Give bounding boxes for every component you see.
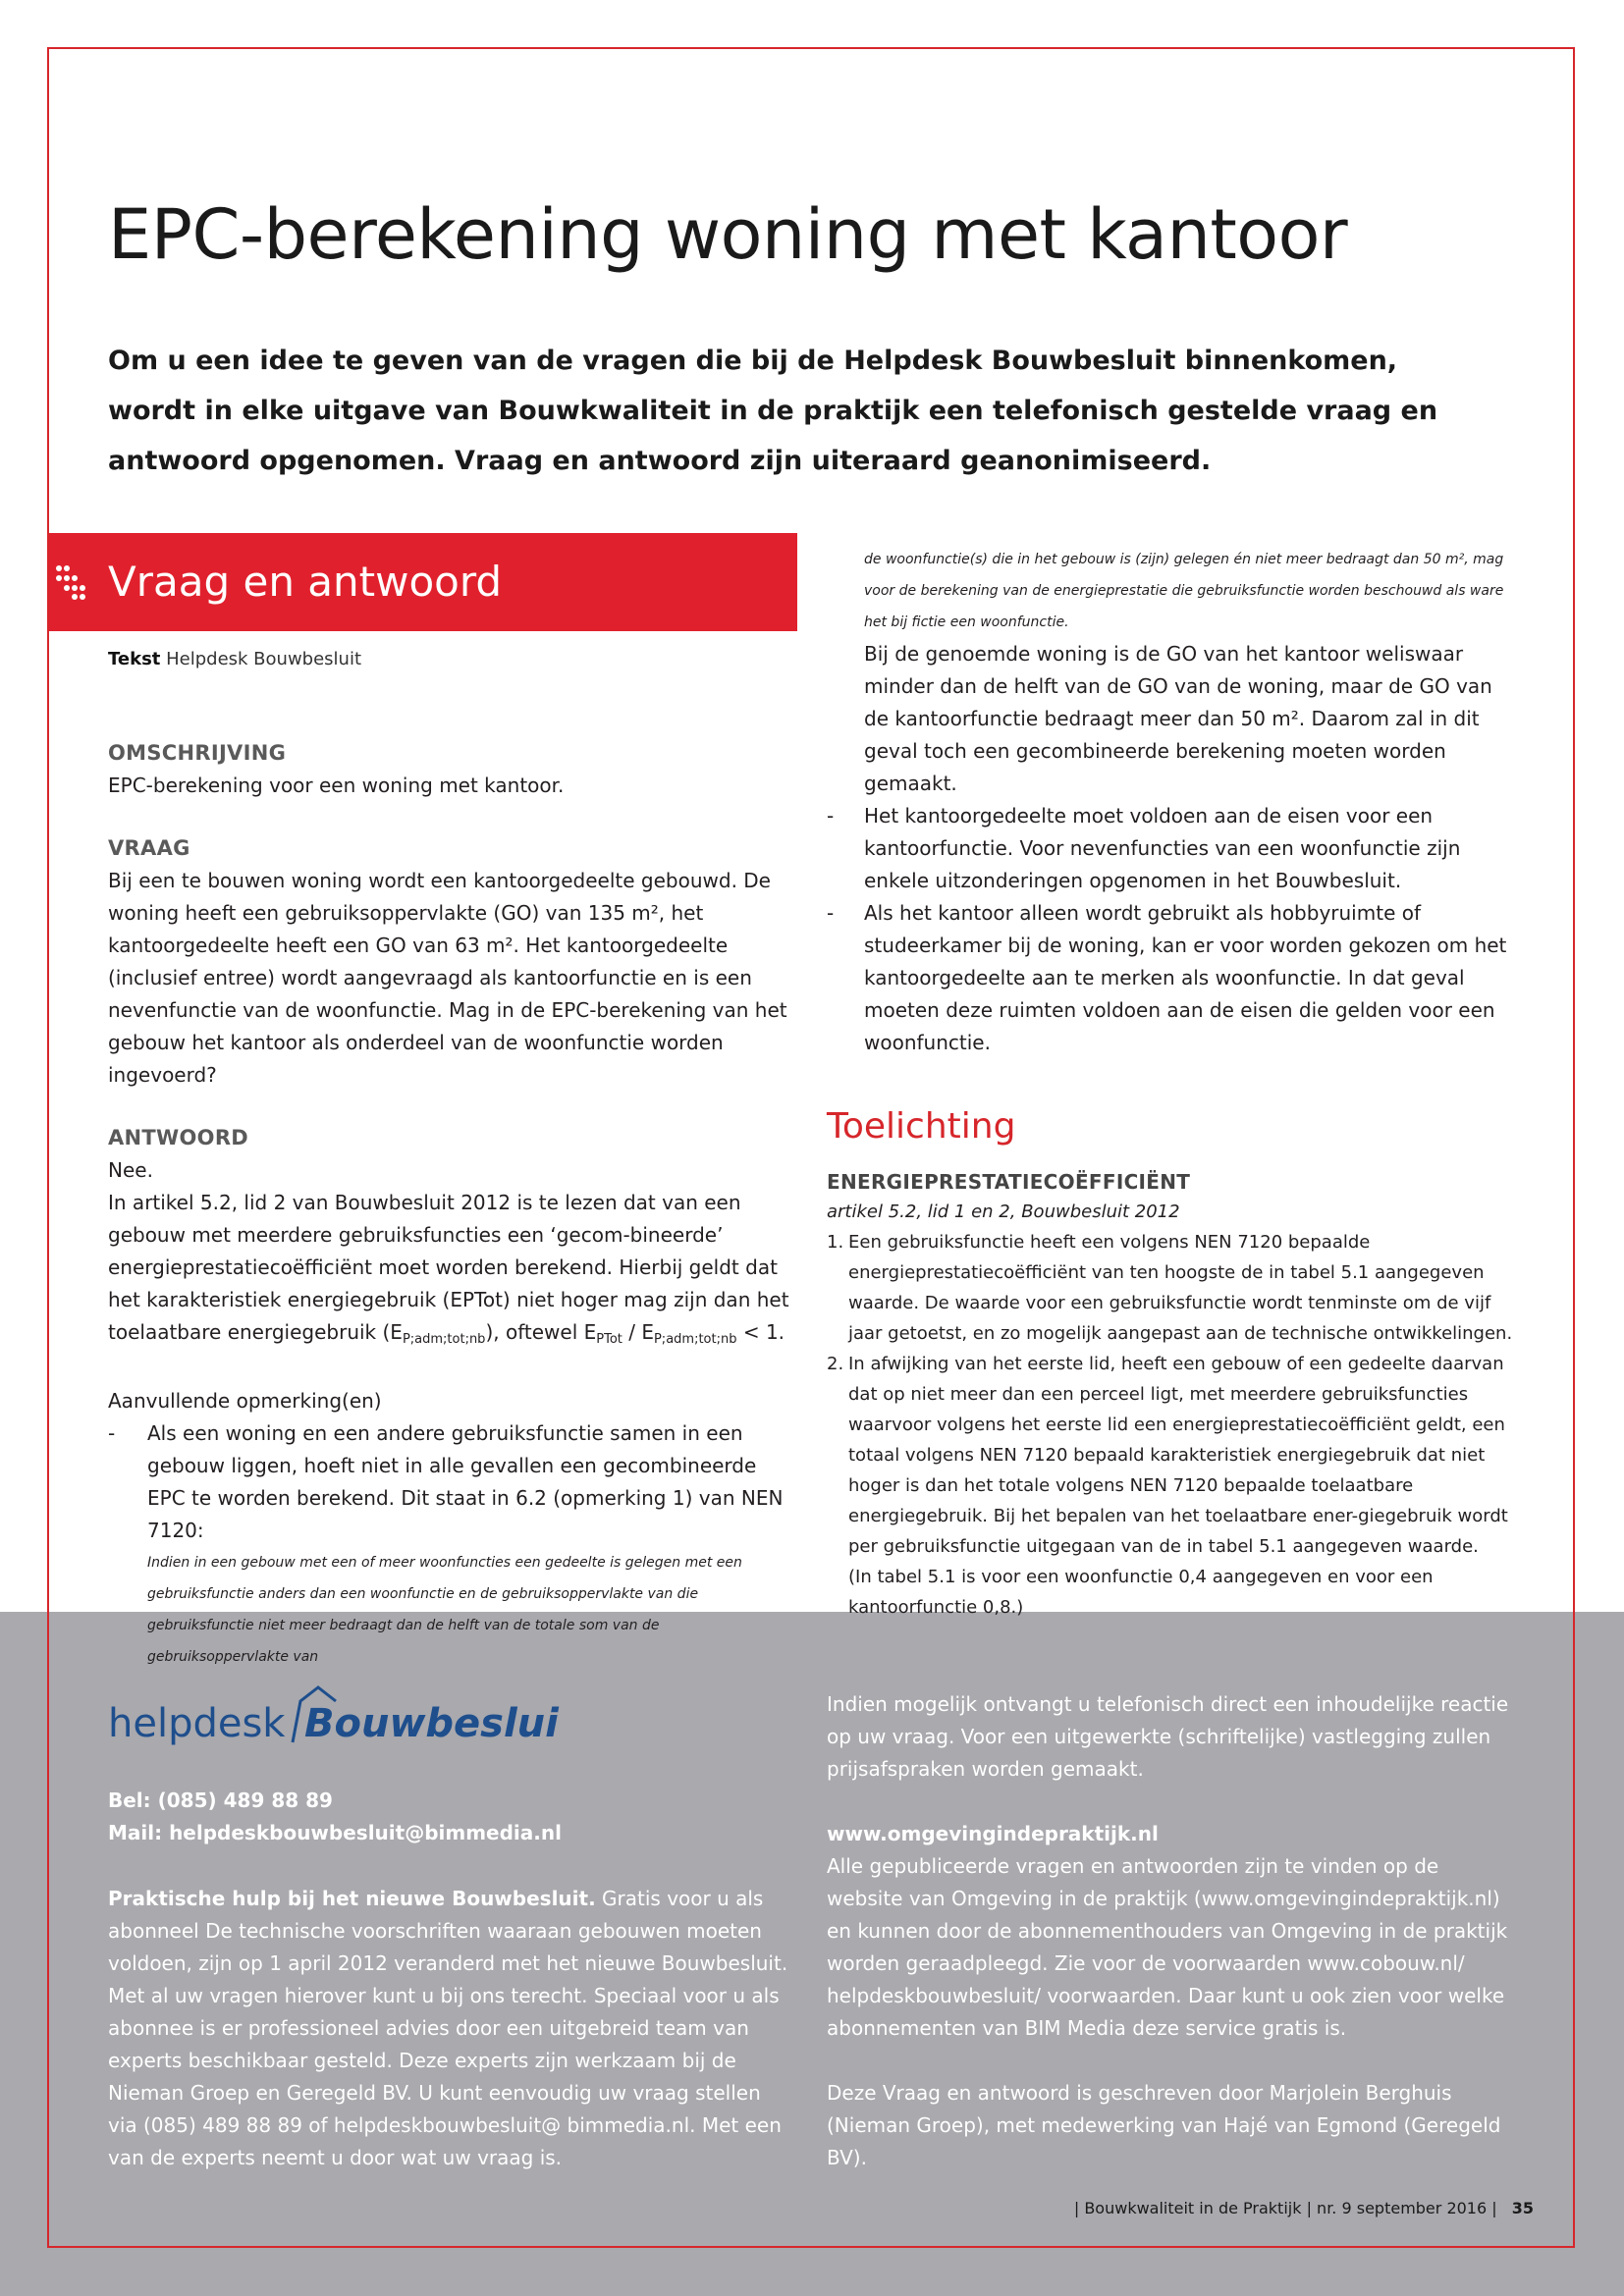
antwoord-short: Nee. [108,1158,153,1182]
article-ref: artikel 5.2, lid 1 en 2, Bouwbesluit 2012 [827,1201,1180,1222]
helpdesk-lead: Praktische hulp bij het nieuwe Bouwbesluit. [108,1887,596,1910]
toelichting-heading: Toelichting [827,1106,1016,1147]
bullet-item: - Als het kantoor alleen wordt gebruikt als hobbyruimte of studeerkamer bij de woning, kan er voor worden gekozen om het kantoorgedeelte aan te merken als woonfunctie. In dat geval moeten deze ruimten voldoen aan de eisen die gelden voor een woonfunctie. [827,901,1507,1054]
info-paragraph-1: Indien mogelijk ontvangt u telefonisch direct een inhoudelijke reactie op uw vraag. Voor een uitgewerkte (schriftelijke) vastlegging zullen prijsafspraken worden gemaakt. [827,1692,1509,1781]
bullet3-text: Als het kantoor alleen wordt gebruikt als hobbyruimte of studeerkamer bij de woning, kan er voor worden gekozen om het kantoorgedeelte aan te merken als woonfunctie. In dat geval moeten deze ruimten voldoen aan de eisen die gelden voor een woonfunctie. [864,901,1507,1054]
list-item: 2. In afwijking van het eerste lid, heeft een gebouw of een gedeelte daarvan dat op niet meer dan een perceel ligt, met meerdere gebruiksfuncties waarvoor volgens het eerste lid een energieprestatiecoëfficiënt geldt, een totaal volgens NEN 7120 bepaald karakteristiek energiegebruik dat niet hoger is dan het totale volgens NEN 7120 bepaalde toelaatbare energiegebruik. Bij het bepalen van het toelaatbare ener-giegebruik wordt per gebruiksfunctie uitgegaan van de in tabel 5.1 aangegeven waarde. [827,1354,1508,1557]
antwoord-text: In artikel 5.2, lid 2 van Bouwbesluit 2012 is te lezen dat van een gebouw met meerdere gebruiksfuncties een ‘gecom-bineerde’ energieprestatiecoëfficiënt moet worden berekend. Hierbij geldt dat het karakteristiek energiegebruik (EPTot) niet hoger mag zijn dan het toelaatbare energiegebruik $(E_{P;adm;tot;nb})$, oftewel $E_{PTot} / E_{P;adm;tot;nb} < 1$. [108,1191,789,1347]
svg-text:Bouwbesluit: Bouwbesluit [304,1701,560,1746]
helpdesk-info [827,1688,1514,2174]
info-paragraph-3: Deze Vraag en antwoord is geschreven door Marjolein Berghuis (Nieman Groep), met medewerking van Hajé van Egmond (Geregeld BV). [827,2081,1501,2169]
antwoord-heading: ANTWOORD [108,1126,249,1149]
byline-author: Helpdesk Bouwbesluit [166,649,362,669]
intro-text: Om u een idee te geven van de vragen die bij de Helpdesk Bouwbesluit binnenkomen, wordt in elke uitgave van Bouwkwaliteit in de praktijk een telefonisch gestelde vraag en antwoord opgenomen. Vraag en antwoord zijn uiteraard geanonimiseerd. [108,346,1438,476]
vraag-text: Bij een te bouwen woning wordt een kantoorgedeelte gebouwd. De woning heeft een gebruiksoppervlakte (GO) van 135 m², het kantoorgedeelte heeft een GO van 63 m². Het kantoorgedeelte (inclusief entree) wordt aangevraagd als kantoorfunctie en is een nevenfunctie van de woonfunctie. Mag in de EPC-berekening van het gebouw het kantoor als onderdeel van de woonfunctie worden ingevoerd? [108,869,787,1087]
footer-text: | Bouwkwaliteit in de Praktijk | nr. 9 september 2016 | [1073,2199,1497,2217]
right-column [827,544,1514,1623]
nen-quote-part1: Indien in een gebouw met een of meer woonfuncties een gedeelte is gelegen met een gebruiksfunctie anders dan een woonfunctie en de gebruiksoppervlakte van die gebruiksfunctie niet meer bedraagt dan de helft van de totale som van de gebruiksoppervlakte van [147,1555,742,1665]
energy-subheading: ENERGIEPRESTATIECOËFFICIËNT [827,1170,1191,1194]
bullet-continuation [827,544,1514,800]
nen-quote-part2: de woonfunctie(s) die in het gebouw is (zijn) gelegen én niet meer bedraagt dan 50 m², mag voor de berekening van de energieprestatie die gebruiksfunctie worden beschouwd als ware het bij fictie een woonfunctie. [864,552,1504,630]
bullet2-text: Het kantoorgedeelte moet voldoen aan de eisen voor een kantoorfunctie. Voor nevenfuncties van een woonfunctie zijn enkele uitzonderingen opgenomen in het Bouwbesluit. [864,804,1461,892]
page-title: EPC-berekening woning met kantoor [108,194,1348,275]
banner-title: Vraag en antwoord [108,558,503,606]
website-heading: www.omgevingindepraktijk.nl [827,1822,1159,1845]
house-logo-icon [108,1680,560,1758]
page-footer [1074,2199,1534,2217]
byline-label: Tekst [108,649,161,669]
helpdesk-text: Gratis voor u als abonneel De technische voorschriften waaraan gebouwen moeten voldoen, zijn op 1 april 2012 veranderd met het nieuwe Bouwbesluit. Met al uw vragen hierover kunt u bij ons terecht. Speciaal voor u als abonnee is er professioneel advies door een uitgebreid team van experts beschikbaar gesteld. Deze experts zijn werkzaam bij de Nieman Groep en Geregeld BV. U kunt eenvoudig uw vraag stellen via (085) 489 88 89 of helpdeskbouwbesluit@ bimmedia.nl. Met een van de experts neemt u door wat uw vraag is. [108,1887,788,2169]
helpdesk-description [108,1883,795,2174]
phone-line: Bel: (085) 489 88 89 [108,1789,333,1812]
omschrijving-text: EPC-berekening voor een woning met kantoor. [108,774,565,797]
page-number: 35 [1511,2199,1534,2217]
bullet-item: - Als een woning en een andere gebruiksfunctie samen in een gebouw liggen, hoeft niet in alle gevallen een gecombineerde EPC te worden berekend. Dit staat in 6.2 (opmerking 1) van NEN 7120: Indien in een gebouw met een of meer woonfuncties een gedeelte is gelegen met een gebruiksfunctie anders dan een woonfunctie en de gebruiksoppervlakte van die gebruiksfunctie niet meer bedraagt dan de helft van de totale som van de gebruiksoppervlakte van [108,1417,800,1673]
mail-line: Mail: helpdeskbouwbesluit@bimmedia.nl [108,1821,562,1844]
bullet1-text: Als een woning en een andere gebruiksfunctie samen in een gebouw liggen, hoeft niet in alle gevallen een gecombineerde EPC te worden berekend. Dit staat in 6.2 (opmerking 1) van NEN 7120: [147,1421,784,1542]
dots-icon [55,562,94,602]
left-column [108,736,800,1673]
list-item: 1. Een gebruiksfunctie heeft een volgens NEN 7120 bepaalde energieprestatiecoëfficiënt van ten hoogste de in tabel 5.1 aangegeven waarde. De waarde voor een gebruiksfunctie wordt tenminste om de vijf jaar getoetst, en zo mogelijk aangepast aan de technische ontwikkelingen. [827,1232,1513,1344]
info-paragraph-2: Alle gepubliceerde vragen en antwoorden zijn te vinden op de website van Omgeving in de praktijk (www.omgevingindepraktijk.nl) en kunnen door de abonnementhouders van Omgeving in de praktijk worden geraadpleegd. Zie voor de voorwaarden www.cobouw.nl/ helpdeskbouwbesluit/ voorwaarden. Daar kunt u ook zien voor welke abonnementen van BIM Media deze service gratis is. [827,1854,1508,2040]
helpdesk-logo [108,1680,560,1762]
bullet-item: - Het kantoorgedeelte moet voldoen aan de eisen voor een kantoorfunctie. Voor nevenfuncties van een woonfunctie zijn enkele uitzonderingen opgenomen in het Bouwbesluit. [827,804,1461,892]
byline [108,649,361,669]
aanvullend-heading: Aanvullende opmerking(en) [108,1389,382,1413]
table-note: (In tabel 5.1 is voor een woonfunctie 0,4 aangegeven en voor een kantoorfunctie 0,8.) [848,1567,1434,1618]
svg-text:helpdesk: helpdesk [108,1701,286,1746]
bullet1-cont: Bij de genoemde woning is de GO van het kantoor weliswaar minder dan de helft van de GO van de woning, maar de GO van de kantoorfunctie bedraagt meer dan 50 m². Daarom zal in dit geval toch een gecombineerde berekening moeten worden gemaakt. [864,642,1492,795]
section-banner [47,533,797,631]
contact-block [108,1785,562,1849]
vraag-heading: VRAAG [108,836,190,860]
omschrijving-heading: OMSCHRIJVING [108,741,287,765]
article-list [827,1227,1514,1623]
